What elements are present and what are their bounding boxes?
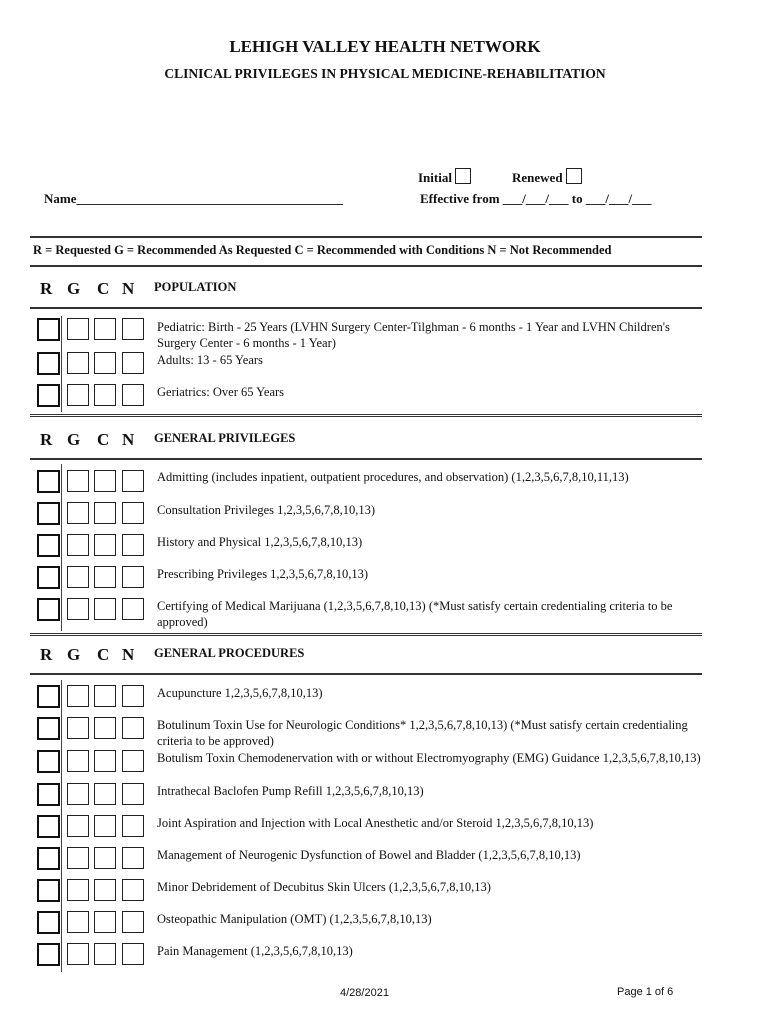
checkbox-n[interactable] <box>122 566 144 588</box>
checkbox-n[interactable] <box>122 815 144 837</box>
checkbox-g[interactable] <box>67 750 89 772</box>
checkbox-n[interactable] <box>122 750 144 772</box>
checkbox-group <box>37 783 147 805</box>
checkbox-c[interactable] <box>94 566 116 588</box>
checkbox-n[interactable] <box>122 685 144 707</box>
document-subtitle: CLINICAL PRIVILEGES IN PHYSICAL MEDICINE-REHABILITATION <box>164 66 606 81</box>
checkbox-n[interactable] <box>122 318 144 340</box>
divider <box>30 236 702 238</box>
column-header-g: G <box>67 645 81 664</box>
checkbox-r[interactable] <box>37 384 60 407</box>
checkbox-group <box>37 815 147 837</box>
checkbox-r[interactable] <box>37 318 60 341</box>
initial-label: Initial <box>418 170 452 185</box>
privilege-item: Management of Neurogenic Dysfunction of Bowel and Bladder (1,2,3,5,6,7,8,10,13) <box>157 848 581 862</box>
checkbox-r[interactable] <box>37 566 60 589</box>
footer-date: 4/28/2021 <box>340 987 389 999</box>
section-title: GENERAL PRIVILEGES <box>154 431 296 445</box>
privilege-item: Prescribing Privileges 1,2,3,5,6,7,8,10,13) <box>157 567 369 581</box>
privilege-item: Botulinum Toxin Use for Neurologic Conditions* 1,2,3,5,6,7,8,10,13) (*Must satisfy certain credentialing criteria to be approved) <box>157 718 688 748</box>
checkbox-group <box>37 534 147 556</box>
privilege-item: Geriatrics: Over 65 Years <box>157 385 285 399</box>
checkbox-g[interactable] <box>67 911 89 933</box>
name-field[interactable]: Name_________________________________________ <box>44 191 343 206</box>
checkbox-c[interactable] <box>94 815 116 837</box>
checkbox-c[interactable] <box>94 384 116 406</box>
checkbox-g[interactable] <box>67 566 89 588</box>
checkbox-group <box>37 717 147 739</box>
privilege-item: Adults: 13 - 65 Years <box>157 353 263 367</box>
checkbox-g[interactable] <box>67 598 89 620</box>
checkbox-n[interactable] <box>122 943 144 965</box>
column-header-c: C <box>97 430 110 449</box>
checkbox-c[interactable] <box>94 502 116 524</box>
checkbox-group <box>37 502 147 524</box>
renewed-label: Renewed <box>512 170 563 185</box>
checkbox-n[interactable] <box>122 598 144 620</box>
privilege-item: Joint Aspiration and Injection with Local Anesthetic and/or Steroid 1,2,3,5,6,7,8,10,13) <box>157 816 594 830</box>
checkbox-group <box>37 879 147 901</box>
checkbox-r[interactable] <box>37 750 60 773</box>
document-title: LEHIGH VALLEY HEALTH NETWORK <box>229 37 541 56</box>
checkbox-n[interactable] <box>122 384 144 406</box>
checkbox-group <box>37 750 147 772</box>
section-divider <box>30 414 702 417</box>
column-header-n: N <box>122 279 135 298</box>
checkbox-g[interactable] <box>67 685 89 707</box>
checkbox-g[interactable] <box>67 384 89 406</box>
checkbox-c[interactable] <box>94 470 116 492</box>
checkbox-r[interactable] <box>37 717 60 740</box>
privilege-item: Acupuncture 1,2,3,5,6,7,8,10,13) <box>157 686 323 700</box>
checkbox-g[interactable] <box>67 318 89 340</box>
checkbox-r[interactable] <box>37 879 60 902</box>
checkbox-n[interactable] <box>122 534 144 556</box>
checkbox-g[interactable] <box>67 783 89 805</box>
section-divider <box>30 633 702 636</box>
checkbox-group <box>37 598 147 620</box>
checkbox-c[interactable] <box>94 847 116 869</box>
column-header-r: R <box>40 279 53 298</box>
initial-checkbox[interactable] <box>455 168 471 184</box>
column-header-c: C <box>97 279 110 298</box>
checkbox-r[interactable] <box>37 783 60 806</box>
section-title: GENERAL PROCEDURES <box>154 646 305 660</box>
checkbox-group <box>37 318 147 340</box>
checkbox-group <box>37 685 147 707</box>
privilege-item: History and Physical 1,2,3,5,6,7,8,10,13) <box>157 535 363 549</box>
checkbox-c[interactable] <box>94 717 116 739</box>
checkbox-n[interactable] <box>122 847 144 869</box>
privilege-item: Admitting (includes inpatient, outpatient procedures, and observation) (1,2,3,5,6,7,8,10,11,13) <box>157 470 629 484</box>
checkbox-r[interactable] <box>37 943 60 966</box>
checkbox-c[interactable] <box>94 352 116 374</box>
divider <box>30 265 702 267</box>
checkbox-g[interactable] <box>67 352 89 374</box>
footer-page-number: Page 1 of 6 <box>617 986 674 998</box>
legend: R = Requested G = Recommended As Requested C = Recommended with Conditions N = Not Recommended <box>33 243 612 257</box>
checkbox-r[interactable] <box>37 502 60 525</box>
checkbox-r[interactable] <box>37 911 60 934</box>
checkbox-r[interactable] <box>37 534 60 557</box>
checkbox-n[interactable] <box>122 352 144 374</box>
checkbox-c[interactable] <box>94 534 116 556</box>
checkbox-c[interactable] <box>94 598 116 620</box>
checkbox-r[interactable] <box>37 598 60 621</box>
checkbox-n[interactable] <box>122 911 144 933</box>
checkbox-group <box>37 470 147 492</box>
checkbox-c[interactable] <box>94 750 116 772</box>
checkbox-g[interactable] <box>67 502 89 524</box>
checkbox-g[interactable] <box>67 815 89 837</box>
checkbox-r[interactable] <box>37 352 60 375</box>
checkbox-c[interactable] <box>94 318 116 340</box>
checkbox-n[interactable] <box>122 717 144 739</box>
checkbox-g[interactable] <box>67 879 89 901</box>
column-header-g: G <box>67 279 81 298</box>
column-header-r: R <box>40 645 53 664</box>
checkbox-c[interactable] <box>94 685 116 707</box>
privilege-item: Botulism Toxin Chemodenervation with or without Electromyography (EMG) Guidance 1,2,3,5,6,7,8,10,13) <box>157 751 701 765</box>
renewed-checkbox[interactable] <box>566 168 582 184</box>
effective-date-field[interactable]: Effective from ___/___/___ to ___/___/___ <box>420 191 652 206</box>
checkbox-r[interactable] <box>37 470 60 493</box>
column-header-g: G <box>67 430 81 449</box>
checkbox-group <box>37 943 147 965</box>
section-title: POPULATION <box>154 280 237 294</box>
checkbox-n[interactable] <box>122 502 144 524</box>
checkbox-c[interactable] <box>94 911 116 933</box>
checkbox-group <box>37 566 147 588</box>
column-header-n: N <box>122 430 135 449</box>
renewed-field <box>512 168 582 186</box>
checkbox-c[interactable] <box>94 783 116 805</box>
checkbox-n[interactable] <box>122 783 144 805</box>
checkbox-c[interactable] <box>94 879 116 901</box>
checkbox-n[interactable] <box>122 879 144 901</box>
column-header-c: C <box>97 645 110 664</box>
divider <box>30 458 702 460</box>
checkbox-n[interactable] <box>122 470 144 492</box>
checkbox-r[interactable] <box>37 815 60 838</box>
privilege-item: Intrathecal Baclofen Pump Refill 1,2,3,5,6,7,8,10,13) <box>157 784 424 798</box>
initial-field <box>418 168 471 186</box>
checkbox-r[interactable] <box>37 847 60 870</box>
checkbox-group <box>37 911 147 933</box>
divider <box>30 673 702 675</box>
checkbox-group <box>37 384 147 406</box>
checkbox-g[interactable] <box>67 717 89 739</box>
checkbox-group <box>37 847 147 869</box>
divider <box>30 307 702 309</box>
privilege-item: Osteopathic Manipulation (OMT) (1,2,3,5,6,7,8,10,13) <box>157 912 432 926</box>
privilege-item: Pain Management (1,2,3,5,6,7,8,10,13) <box>157 944 353 958</box>
checkbox-group <box>37 352 147 374</box>
checkbox-g[interactable] <box>67 943 89 965</box>
privilege-item: Minor Debridement of Decubitus Skin Ulcers (1,2,3,5,6,7,8,10,13) <box>157 880 491 894</box>
checkbox-g[interactable] <box>67 847 89 869</box>
checkbox-c[interactable] <box>94 943 116 965</box>
privilege-item: Consultation Privileges 1,2,3,5,6,7,8,10,13) <box>157 503 376 517</box>
checkbox-r[interactable] <box>37 685 60 708</box>
privilege-item: Pediatric: Birth - 25 Years (LVHN Surgery Center-Tilghman - 6 months - 1 Year and LVHN Children's Surgery Center - 6 months - 1 Year) <box>157 320 670 350</box>
privilege-item: Certifying of Medical Marijuana (1,2,3,5,6,7,8,10,13) (*Must satisfy certain credentialing criteria to be approved) <box>157 599 673 629</box>
checkbox-g[interactable] <box>67 470 89 492</box>
column-header-n: N <box>122 645 135 664</box>
column-header-r: R <box>40 430 53 449</box>
checkbox-g[interactable] <box>67 534 89 556</box>
